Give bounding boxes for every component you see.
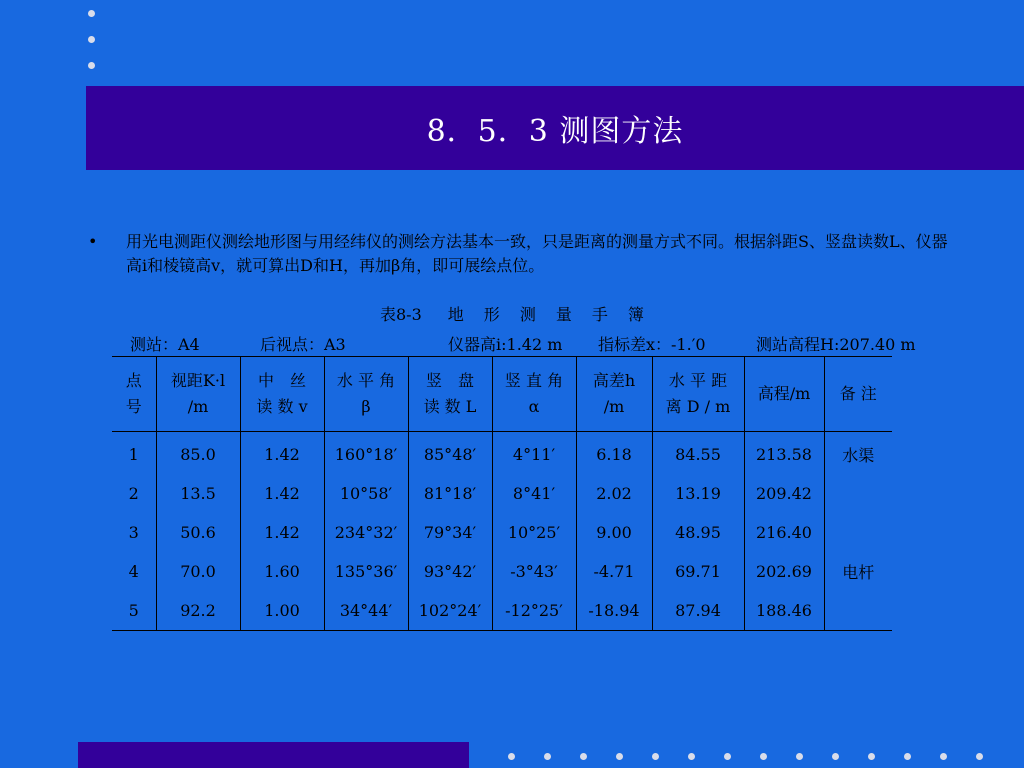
table-cell: 135°36′ (324, 552, 408, 591)
instrument-height-label: 仪器高i:1.42 m (448, 335, 563, 354)
table-cell: 2 (112, 474, 156, 513)
table-cell: 102°24′ (408, 591, 492, 631)
column-header-line2: 读 数 L (423, 397, 477, 416)
table-cell (824, 513, 892, 552)
decor-dot (688, 753, 695, 760)
table-cell: 13.19 (652, 474, 744, 513)
decor-dot (88, 62, 95, 69)
table-cell: 1 (112, 432, 156, 475)
table-body (112, 432, 892, 631)
table-cell: 209.42 (744, 474, 824, 513)
column-header-line1: 竖 直 角 (504, 371, 564, 390)
column-header-line2: 号 (125, 397, 142, 416)
column-header (156, 357, 240, 432)
caption-char: 形 (483, 305, 500, 324)
table-cell: 1.42 (240, 432, 324, 475)
table-cell: 6.18 (576, 432, 652, 475)
table-cell: 87.94 (652, 591, 744, 631)
table-cell: 34°44′ (324, 591, 408, 631)
decor-dot (868, 753, 875, 760)
decor-dot (832, 753, 839, 760)
table-cell (824, 591, 892, 631)
table-cell: 92.2 (156, 591, 240, 631)
column-header-line2: 读 数 v (256, 397, 308, 416)
table-cell (824, 474, 892, 513)
table-cell: 70.0 (156, 552, 240, 591)
table-cell: 水渠 (842, 446, 875, 465)
table-cell: 50.6 (156, 513, 240, 552)
table-cell: 10°58′ (324, 474, 408, 513)
bottom-decor-dots (508, 753, 983, 760)
table-cell: 79°34′ (408, 513, 492, 552)
column-header (408, 357, 492, 432)
decor-dot (88, 36, 95, 43)
column-header-line1: 备 注 (839, 384, 877, 403)
bullet-text: 用光电测距仪测绘地形图与用经纬仪的测绘方法基本一致，只是距离的测量方式不同。根据斜距S、竖盘读数L、仪器高i和棱镜高v，就可算出D和H，再加β角，即可展绘点位。 (126, 232, 948, 275)
column-header-line1: 中 丝 (257, 371, 306, 390)
survey-table (112, 356, 892, 631)
table-cell: 188.46 (744, 591, 824, 631)
table-cell: 216.40 (744, 513, 824, 552)
table-cell: 2.02 (576, 474, 652, 513)
column-header-line1: 视距K·l (170, 371, 226, 390)
table-cell: 1.42 (240, 474, 324, 513)
column-header (112, 357, 156, 432)
table-cell: 电杆 (842, 563, 875, 582)
table-cell: 4°11′ (492, 432, 576, 475)
column-header-line2: α (528, 397, 540, 416)
station-elevation-label: 测站高程H:207.40 m (756, 335, 916, 354)
table-cell: 48.95 (652, 513, 744, 552)
column-header-line1: 点 (125, 371, 142, 390)
table-row (112, 474, 892, 513)
table-row (112, 513, 892, 552)
decor-dot (616, 753, 623, 760)
table-cell: 69.71 (652, 552, 744, 591)
column-header-line2: /m (187, 397, 209, 416)
decor-dot (760, 753, 767, 760)
caption-char: 簿 (627, 305, 644, 324)
decor-dot (724, 753, 731, 760)
column-header (652, 357, 744, 432)
top-left-decor-dots (88, 10, 102, 88)
table-cell: 1.00 (240, 591, 324, 631)
column-header-line2: /m (603, 397, 625, 416)
decor-dot (976, 753, 983, 760)
decor-dot (88, 10, 95, 17)
table-caption (380, 302, 780, 325)
table-cell: 93°42′ (408, 552, 492, 591)
title-band (86, 86, 1024, 170)
decor-dot (796, 753, 803, 760)
column-header (492, 357, 576, 432)
column-header (324, 357, 408, 432)
table-cell: 160°18′ (324, 432, 408, 475)
table-cell: 213.58 (744, 432, 824, 475)
table-cell: 10°25′ (492, 513, 576, 552)
caption-char: 手 (591, 305, 608, 324)
table-cell: 81°18′ (408, 474, 492, 513)
table-cell: 13.5 (156, 474, 240, 513)
table-cell: 85.0 (156, 432, 240, 475)
table-cell: 8°41′ (492, 474, 576, 513)
column-header (824, 357, 892, 432)
column-header-line1: 高差h (592, 371, 636, 390)
table-cell: -4.71 (576, 552, 652, 591)
table-cell: 3 (112, 513, 156, 552)
table-cell: 1.42 (240, 513, 324, 552)
decor-dot (508, 753, 515, 760)
column-header-line1: 高程/m (757, 384, 811, 403)
table-cell: 84.55 (652, 432, 744, 475)
table-cell: 9.00 (576, 513, 652, 552)
backsight-label: 后视点：A3 (260, 335, 346, 354)
caption-char: 量 (555, 305, 572, 324)
column-header (744, 357, 824, 432)
bullet-icon: • (88, 232, 98, 251)
table-row (112, 591, 892, 631)
table-row (112, 552, 892, 591)
table-number: 表8-3 (380, 305, 422, 324)
column-header (240, 357, 324, 432)
index-error-label: 指标差x：-1.′0 (598, 335, 706, 354)
slide-title: 8．5．3 测图方法 (426, 114, 684, 149)
table-row (112, 432, 892, 475)
bullet-paragraph (88, 230, 948, 278)
column-header-line1: 竖 盘 (425, 371, 474, 390)
decor-dot (652, 753, 659, 760)
table-cell: 1.60 (240, 552, 324, 591)
caption-char: 测 (519, 305, 536, 324)
decor-dot (904, 753, 911, 760)
table-cell: -12°25′ (492, 591, 576, 631)
table-cell: -18.94 (576, 591, 652, 631)
column-header (576, 357, 652, 432)
table-cell: 85°48′ (408, 432, 492, 475)
table-cell: 234°32′ (324, 513, 408, 552)
table-cell: 202.69 (744, 552, 824, 591)
decor-dot (940, 753, 947, 760)
decor-dot (580, 753, 587, 760)
bottom-band (78, 742, 469, 768)
table-header-row (112, 357, 892, 432)
caption-char: 地 (447, 305, 464, 324)
decor-dot (544, 753, 551, 760)
survey-info-line (130, 332, 930, 356)
station-label: 测站：A4 (130, 335, 200, 354)
column-header-line2: β (361, 397, 371, 416)
column-header-line1: 水 平 距 (668, 371, 728, 390)
column-header-line1: 水 平 角 (336, 371, 396, 390)
table-cell: 5 (112, 591, 156, 631)
table-cell: -3°43′ (492, 552, 576, 591)
table-cell: 4 (112, 552, 156, 591)
column-header-line2: 离 D / m (665, 397, 731, 416)
